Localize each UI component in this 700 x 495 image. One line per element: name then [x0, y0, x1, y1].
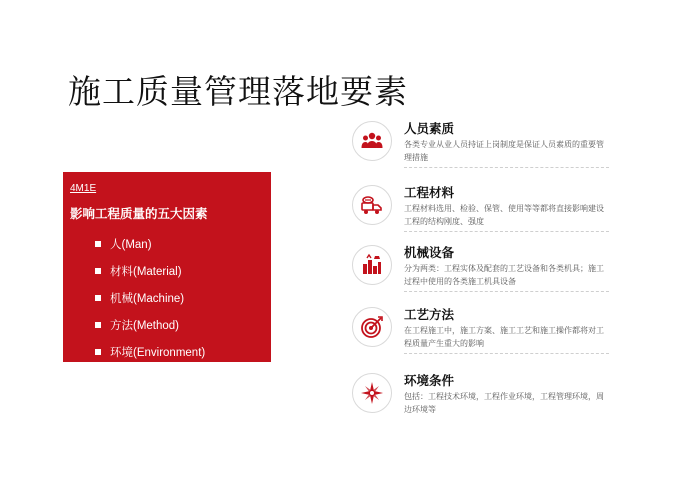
square-bullet-icon [95, 322, 101, 328]
square-bullet-icon [95, 268, 101, 274]
factor-label: 环境(Environment) [110, 346, 206, 359]
divider [404, 167, 609, 168]
element-description: 各类专业从业人员持证上岗制度是保证人员素质的重要管理措施 [404, 140, 604, 162]
divider [404, 353, 609, 354]
factor-label: 机械(Machine) [110, 292, 185, 305]
factor-list [95, 230, 205, 365]
element-description: 在工程施工中，施工方案、施工工艺和施工操作都将对工程质量产生重大的影响 [404, 326, 604, 348]
element-title: 机械设备 [404, 245, 455, 260]
factor-item [95, 311, 205, 338]
factor-label: 人(Man) [110, 238, 152, 251]
element-description: 工程材料选用、检验、保管、使用等等都将直接影响建设工程的结构刚度、强度 [404, 204, 604, 226]
divider [404, 291, 609, 292]
panel-subtitle: 影响工程质量的五大因素 [70, 206, 208, 221]
panel-tag: 4M1E [70, 183, 97, 194]
element-title: 工程材料 [404, 185, 455, 200]
square-bullet-icon [95, 349, 101, 355]
square-bullet-icon [95, 241, 101, 247]
factor-item [95, 284, 205, 311]
factors-panel [63, 172, 271, 362]
page-title: 施工质量管理落地要素 [68, 72, 408, 111]
element-description: 包括：工程技术环境，工程作业环境，工程管理环境，周边环境等 [404, 392, 604, 414]
factor-item [95, 230, 205, 257]
target-icon [352, 307, 392, 347]
factor-label: 方法(Method) [110, 319, 180, 332]
element-description: 分为两类：工程实体及配套的工艺设备和各类机具；施工过程中使用的各类施工机具设备 [404, 264, 604, 286]
element-title: 环境条件 [404, 373, 455, 388]
element-title: 工艺方法 [404, 307, 455, 322]
people-group-icon [352, 121, 392, 161]
machinery-equipment-icon [352, 245, 392, 285]
divider [404, 231, 609, 232]
factor-item [95, 338, 205, 365]
element-title: 人员素质 [404, 121, 455, 136]
square-bullet-icon [95, 295, 101, 301]
factor-label: 材料(Material) [110, 265, 182, 278]
factor-item [95, 257, 205, 284]
environment-compass-icon [352, 373, 392, 413]
materials-truck-icon [352, 185, 392, 225]
